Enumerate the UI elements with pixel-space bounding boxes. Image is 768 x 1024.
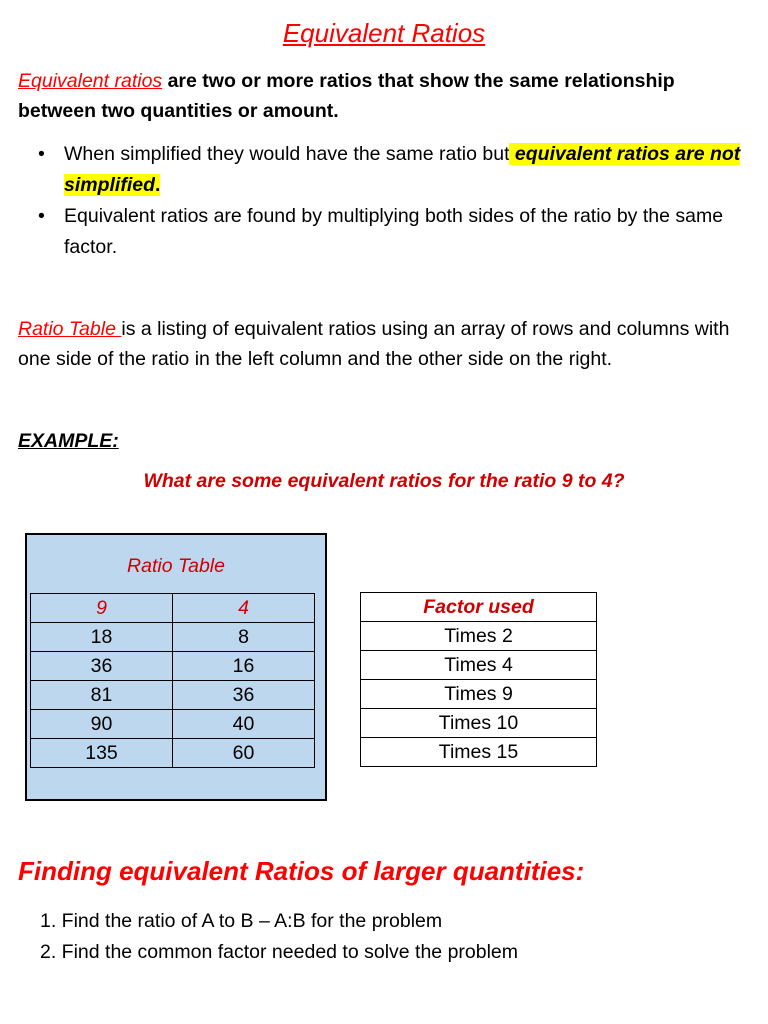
bullet-list [38, 139, 753, 263]
ratio-cell-left: 18 [31, 623, 173, 652]
definition-term: Equivalent ratios [18, 70, 163, 92]
definition-text: are two or more ratios that show the same relationship between two quantities or amount. [18, 70, 675, 122]
ratio-cell-right: 60 [173, 739, 315, 768]
factor-cell: Times 15 [361, 738, 597, 767]
bullet-1-end: . [155, 174, 161, 196]
ratio-cell-right: 16 [173, 652, 315, 681]
table-row [361, 680, 597, 709]
ratio-table-header-row [31, 594, 315, 623]
table-row [361, 738, 597, 767]
factor-header: Factor used [361, 593, 597, 622]
section-heading: Finding equivalent Ratios of larger quantities: [18, 856, 585, 886]
table-row [361, 622, 597, 651]
factor-cell: Times 9 [361, 680, 597, 709]
ratio-cell-left: 81 [31, 681, 173, 710]
ratio-cell-left: 90 [31, 710, 173, 739]
ratio-cell-right: 8 [173, 623, 315, 652]
factor-table [360, 592, 597, 767]
table-row [31, 681, 315, 710]
bullet-1-highlight: equivalent ratios are not simplified [64, 143, 741, 196]
table-row [361, 709, 597, 738]
example-question: What are some equivalent ratios for the ratio 9 to 4? [143, 470, 625, 492]
steps-list [40, 906, 518, 968]
ratio-table-caption: Ratio Table [127, 555, 225, 577]
ratio-cell-right: 36 [173, 681, 315, 710]
table-row [31, 710, 315, 739]
table-row [31, 739, 315, 768]
ratio-cell-left: 135 [31, 739, 173, 768]
factor-cell: Times 4 [361, 651, 597, 680]
ratio-table-definition [18, 314, 753, 374]
list-item: 1. Find the ratio of A to B – A:B for the problem [40, 910, 443, 932]
ratio-header-left: 9 [31, 594, 173, 623]
definition-paragraph [18, 66, 753, 126]
ratio-table-term: Ratio Table [18, 318, 122, 340]
ratio-table-def-text: is a listing of equivalent ratios using an array of rows and columns with one side of the ratio in the left column and the other side on the right. [18, 318, 730, 370]
bullet-dot-icon: • [38, 143, 45, 165]
ratio-table-box [25, 533, 327, 801]
list-item: 2. Find the common factor needed to solve the problem [40, 941, 519, 963]
bullet-item-1 [38, 139, 753, 201]
example-label: EXAMPLE: [18, 430, 119, 452]
bullet-item-2 [38, 201, 753, 263]
factor-cell: Times 10 [361, 709, 597, 738]
table-row [361, 651, 597, 680]
ratio-header-right: 4 [173, 594, 315, 623]
factor-table-header-row [361, 593, 597, 622]
table-row [31, 652, 315, 681]
ratio-cell-right: 40 [173, 710, 315, 739]
ratio-table [30, 593, 315, 768]
ratio-cell-left: 36 [31, 652, 173, 681]
bullet-2-text: Equivalent ratios are found by multiplying both sides of the ratio by the same factor. [64, 205, 724, 258]
bullet-1-text: When simplified they would have the same ratio but [64, 143, 510, 165]
page-title: Equivalent Ratios [282, 18, 486, 48]
table-row [31, 623, 315, 652]
bullet-dot-icon: • [38, 205, 45, 227]
factor-cell: Times 2 [361, 622, 597, 651]
